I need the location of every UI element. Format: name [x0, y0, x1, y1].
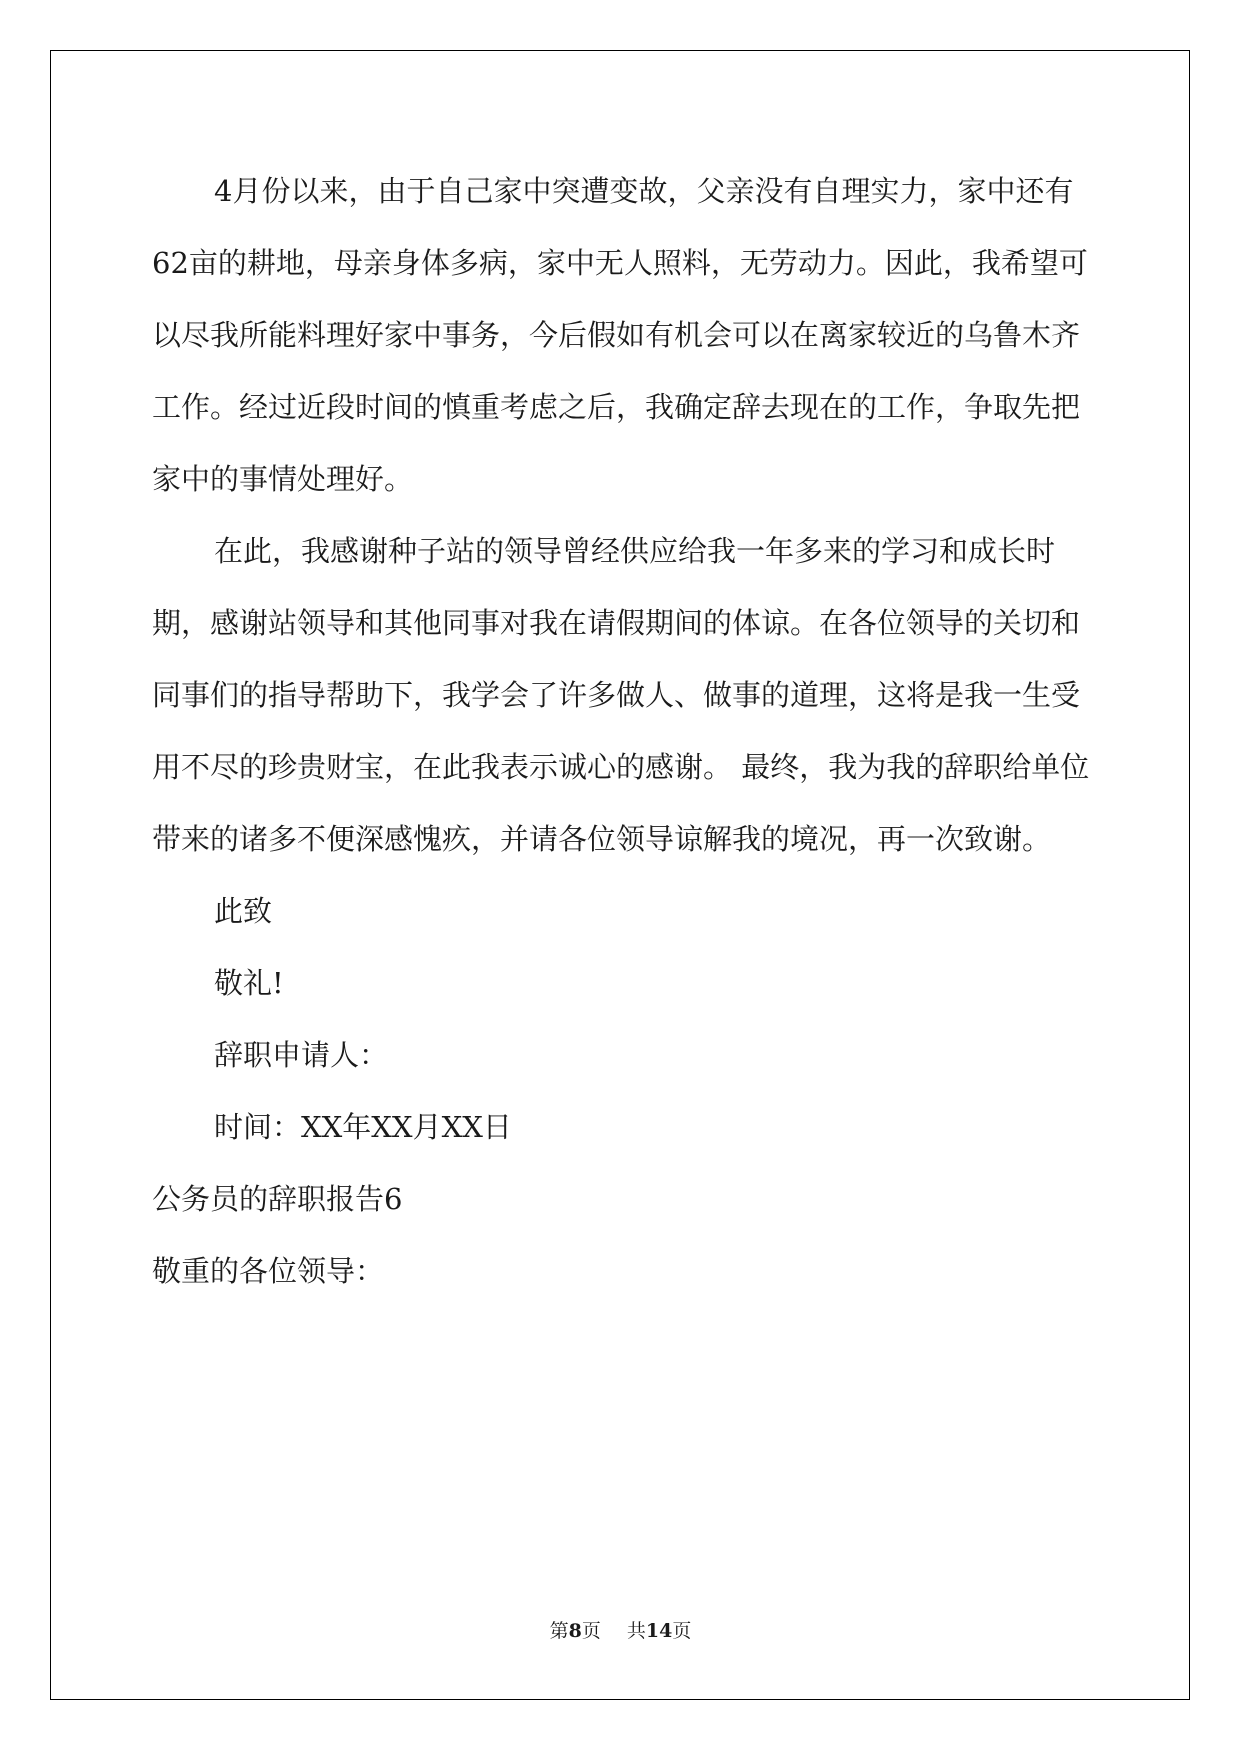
closing-line-2: 敬礼! [214, 966, 284, 1000]
date-line: 时间：XX年XX月XX日 [214, 1110, 512, 1144]
signature-line: 辞职申请人： [214, 1038, 389, 1072]
closing-line-1: 此致 [214, 894, 273, 928]
paragraph-1: 4月份以来，由于自己家中突遭变故，父亲没有自理实力，家中还有62亩的耕地，母亲身体多病，家中无人照料，无劳动力。因此，我希望可以尽我所能料理好家中事务，今后假如有机会可以在离家较近的乌鲁木齐工作。经过近段时间的慎重考虑之后，我确定辞去现在的工作，争取先把家中的事情处理好。 [152, 174, 1088, 496]
page-mid: 页 [581, 1620, 601, 1642]
page-current: 8 [568, 1620, 582, 1642]
total-suffix: 页 [672, 1620, 692, 1642]
salutation: 敬重的各位领导： [152, 1254, 385, 1288]
page-prefix: 第 [549, 1620, 569, 1642]
page-total: 14 [645, 1620, 673, 1642]
document-body [152, 155, 1092, 1307]
paragraph-2: 在此，我感谢种子站的领导曾经供应给我一年多来的学习和成长时期，感谢站领导和其他同事对我在请假期间的体谅。在各位领导的关切和同事们的指导帮助下，我学会了许多做人、做事的道理，这将是我一生受用不尽的珍贵财宝，在此我表示诚心的感谢。 最终，我为我的辞职给单位带来的诸多不便深感愧疚，并请各位领导谅解我的境况，再一次致谢。 [152, 534, 1090, 856]
total-prefix: 共 [626, 1620, 646, 1642]
section-title: 公务员的辞职报告6 [152, 1182, 403, 1216]
page-number-footer [0, 1616, 1241, 1643]
